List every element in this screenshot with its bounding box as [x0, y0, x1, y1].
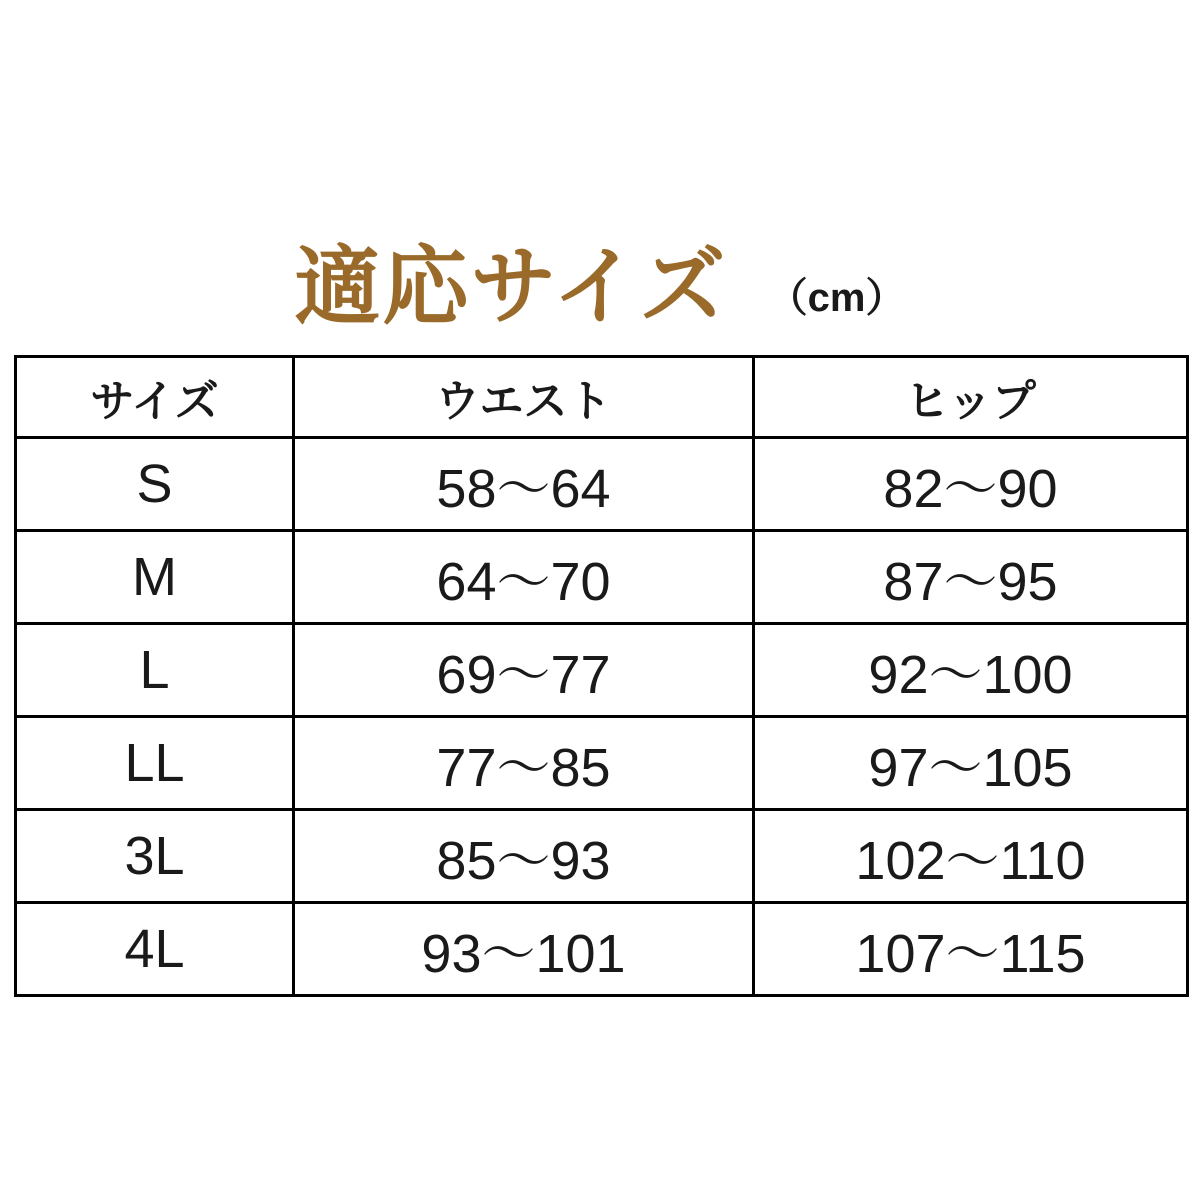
table-row — [16, 810, 1188, 903]
table-row — [16, 624, 1188, 717]
cell-size: 3L — [16, 810, 294, 903]
table-row — [16, 903, 1188, 996]
cell-hip: 87〜95 — [754, 531, 1188, 624]
cell-size: 4L — [16, 903, 294, 996]
cell-hip: 107〜115 — [754, 903, 1188, 996]
table-row — [16, 438, 1188, 531]
cell-waist: 85〜93 — [294, 810, 754, 903]
table-row — [16, 717, 1188, 810]
column-header-hip: ヒップ — [754, 357, 1188, 438]
size-table-container — [14, 355, 1186, 997]
page-title: 適応サイズ — [294, 239, 728, 335]
cell-waist: 93〜101 — [294, 903, 754, 996]
cell-waist: 64〜70 — [294, 531, 754, 624]
cell-size: S — [16, 438, 294, 531]
cell-hip: 92〜100 — [754, 624, 1188, 717]
table-header — [16, 357, 1188, 438]
cell-size: LL — [16, 717, 294, 810]
cell-hip: 102〜110 — [754, 810, 1188, 903]
column-header-waist: ウエスト — [294, 357, 754, 438]
table-body — [16, 438, 1188, 996]
unit-label: （cm） — [767, 276, 906, 320]
cell-size: M — [16, 531, 294, 624]
column-header-size: サイズ — [16, 357, 294, 438]
cell-hip: 82〜90 — [754, 438, 1188, 531]
chart-heading — [0, 200, 1200, 335]
table-row — [16, 531, 1188, 624]
cell-size: L — [16, 624, 294, 717]
cell-hip: 97〜105 — [754, 717, 1188, 810]
cell-waist: 69〜77 — [294, 624, 754, 717]
table-header-row — [16, 357, 1188, 438]
size-table — [14, 355, 1189, 997]
cell-waist: 58〜64 — [294, 438, 754, 531]
cell-waist: 77〜85 — [294, 717, 754, 810]
